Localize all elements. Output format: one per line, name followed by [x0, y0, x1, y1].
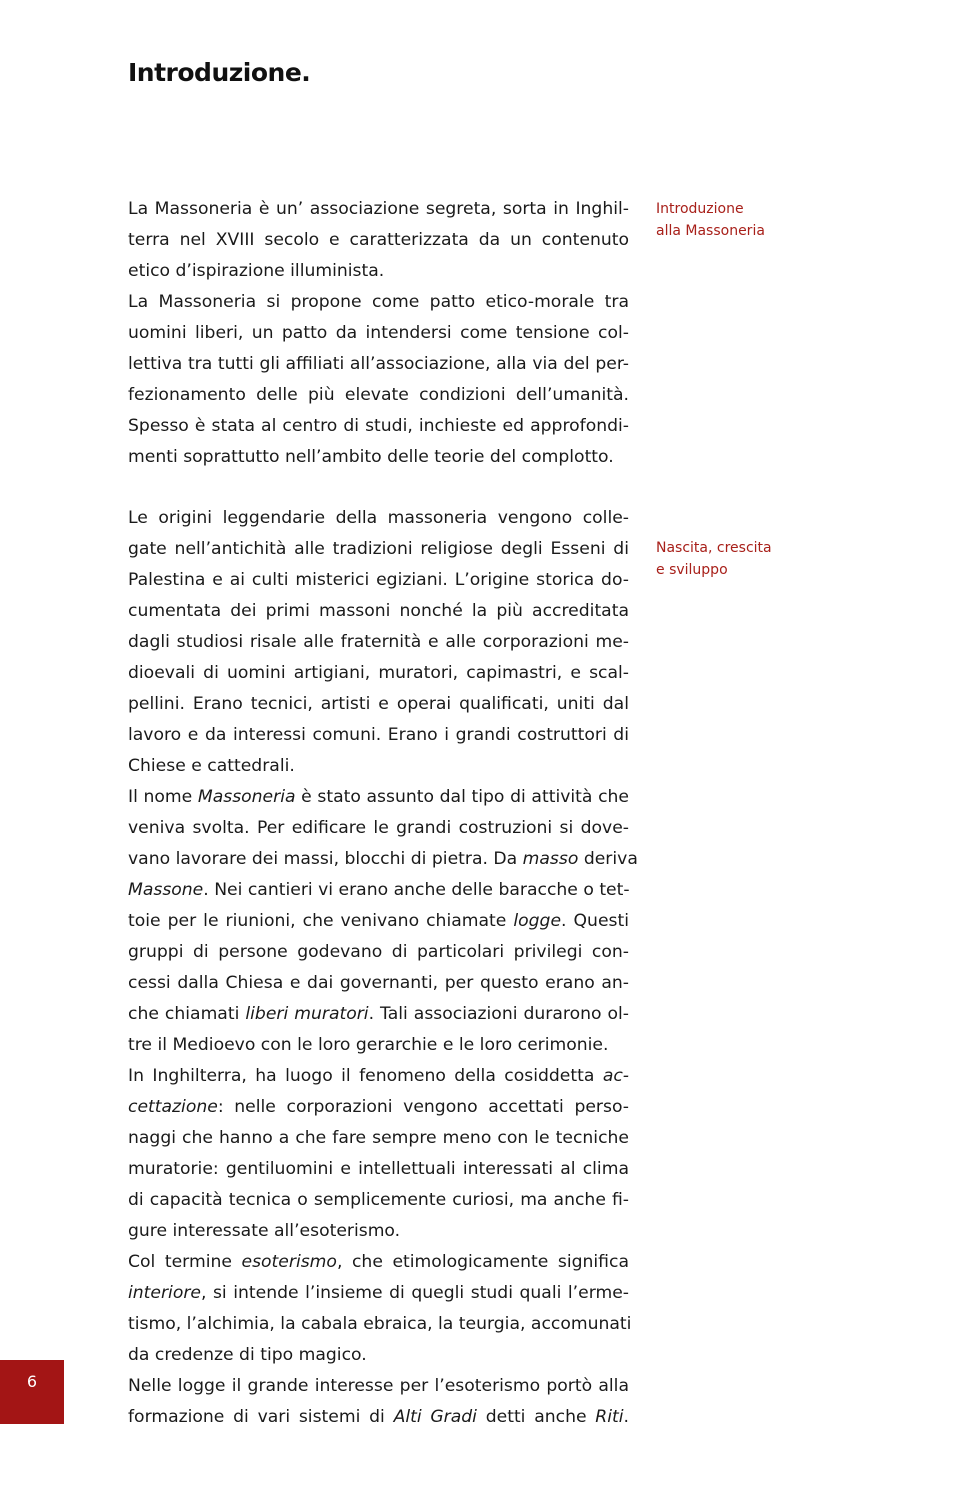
text-segment: toie per le riunioni, che venivano chiamate — [128, 911, 514, 931]
text-line — [128, 1309, 632, 1340]
section-origins-text — [128, 503, 638, 1433]
italic-term: Massoneria — [197, 787, 296, 807]
text-line — [128, 1340, 629, 1371]
text-segment: gruppi di persone godevano di particolari privilegi con- — [128, 942, 629, 962]
text-segment: , che etimologicamente significa — [336, 1252, 629, 1272]
italic-term: logge — [513, 911, 562, 931]
text-segment: gate nell’antichità alle tradizioni religiose degli Esseni di — [128, 539, 629, 559]
text-segment: In Inghilterra, ha luogo il fenomeno della cosiddetta — [128, 1066, 603, 1086]
text-line — [128, 1216, 629, 1247]
text-segment: dioevali di uomini artigiani, muratori, capimastri, e scal- — [128, 663, 629, 683]
text-segment: pellini. Erano tecnici, artisti e operai qualificati, uniti dal — [128, 694, 629, 714]
text-line: menti soprattutto nell’ambito delle teorie del complotto. — [128, 447, 614, 467]
italic-term: cettazione — [128, 1097, 218, 1117]
text-segment: gure interessate all’esoterismo. — [128, 1221, 401, 1241]
text-line — [128, 999, 629, 1030]
text-line — [128, 658, 629, 689]
text-line — [128, 1247, 629, 1278]
text-line — [128, 534, 629, 565]
margin-note-intro — [656, 198, 856, 242]
text-segment: Palestina e ai culti misterici egiziani. L’origine storica do- — [128, 570, 629, 590]
text-segment: tre il Medioevo con le loro gerarchie e le loro cerimonie. — [128, 1035, 609, 1055]
text-line — [128, 813, 629, 844]
margin-note-line: Introduzione — [656, 201, 744, 217]
italic-term: interiore — [128, 1283, 201, 1303]
text-segment: Chiese e cattedrali. — [128, 756, 295, 776]
text-line — [128, 565, 629, 596]
text-line — [128, 627, 629, 658]
italic-term: ac- — [602, 1066, 629, 1086]
text-line: La Massoneria è un’ associazione segreta, sorta in Inghil- — [128, 199, 629, 219]
text-segment: Le origini leggendarie della massoneria vengono colle- — [128, 508, 629, 528]
text-line — [128, 1371, 629, 1402]
text-line: uomini liberi, un patto da intendersi come tensione col- — [128, 323, 629, 343]
section-intro-text — [128, 194, 629, 473]
text-segment: tismo, l’alchimia, la cabala ebraica, la teurgia, accomunati — [128, 1314, 632, 1334]
text-line: etico d’ispirazione illuminista. — [128, 261, 385, 281]
text-line: fezionamento delle più elevate condizioni dell’umanità. — [128, 385, 629, 405]
italic-term: liberi muratori — [245, 1004, 369, 1024]
italic-term: esoterismo — [241, 1252, 337, 1272]
text-segment: di capacità tecnica o semplicemente curiosi, ma anche fi- — [128, 1190, 629, 1210]
text-line — [128, 720, 629, 751]
text-segment: . Tali associazioni durarono ol- — [368, 1004, 630, 1024]
text-line — [128, 1061, 629, 1092]
text-line — [128, 751, 629, 782]
text-segment: detti anche — [476, 1407, 596, 1427]
text-line — [128, 937, 629, 968]
text-line — [128, 1278, 629, 1309]
text-segment: . — [623, 1407, 629, 1427]
text-segment: cessi dalla Chiesa e dai governanti, per questo erano an- — [128, 973, 629, 993]
text-line — [128, 1030, 629, 1061]
page-title: Introduzione. — [128, 58, 311, 87]
text-segment: dagli studiosi risale alle fraternità e alle corporazioni me- — [128, 632, 629, 652]
page-number-badge — [0, 1360, 64, 1424]
text-segment: , si intende l’insieme di quegli studi quali l’erme- — [200, 1283, 629, 1303]
text-line — [128, 906, 629, 937]
text-line — [128, 875, 629, 906]
text-segment: è stato assunto dal tipo di attività che — [295, 787, 629, 807]
italic-term: Massone — [128, 880, 204, 900]
text-segment: lavoro e da interessi comuni. Erano i grandi costruttori di — [128, 725, 629, 745]
text-segment: Nelle logge il grande interesse per l’esoterismo portò alla — [128, 1376, 629, 1396]
margin-note-line: e sviluppo — [656, 562, 728, 578]
italic-term: Riti — [595, 1407, 624, 1427]
text-line — [128, 1185, 629, 1216]
text-segment: . Nei cantieri vi erano anche delle baracche o tet- — [203, 880, 630, 900]
margin-note-origins — [656, 537, 856, 581]
text-segment: muratorie: gentiluomini e intellettuali interessati al clima — [128, 1159, 629, 1179]
text-line — [128, 596, 629, 627]
text-line: Spesso è stata al centro di studi, inchieste ed approfondi- — [128, 416, 629, 436]
text-line: La Massoneria si propone come patto etico-morale tra — [128, 292, 629, 312]
text-segment: veniva svolta. Per edificare le grandi costruzioni si dove- — [128, 818, 629, 838]
text-line — [128, 503, 629, 534]
text-segment: Il nome — [128, 787, 198, 807]
text-line — [128, 689, 629, 720]
text-line — [128, 1402, 629, 1433]
margin-note-line: alla Massoneria — [656, 223, 765, 239]
text-segment: da credenze di tipo magico. — [128, 1345, 367, 1365]
page-number: 6 — [26, 1372, 38, 1391]
text-line: lettiva tra tutti gli affiliati all’associazione, alla via del per- — [128, 354, 629, 374]
italic-term: Alti Gradi — [393, 1407, 477, 1427]
text-segment: cumentata dei primi massoni nonché la più accreditata — [128, 601, 629, 621]
text-segment: : nelle corporazioni vengono accettati perso- — [217, 1097, 629, 1117]
text-line — [128, 1154, 629, 1185]
text-segment: deriva — [578, 849, 638, 869]
text-line — [128, 782, 629, 813]
text-segment: Col termine — [128, 1252, 242, 1272]
text-segment: . Questi — [561, 911, 629, 931]
text-segment: formazione di vari sistemi di — [128, 1407, 394, 1427]
text-line — [128, 1123, 629, 1154]
text-segment: naggi che hanno a che fare sempre meno con le tecniche — [128, 1128, 629, 1148]
text-segment: che chiamati — [128, 1004, 246, 1024]
italic-term: masso — [522, 849, 579, 869]
text-line: terra nel XVIII secolo e caratterizzata da un contenuto — [128, 230, 629, 250]
text-line — [128, 968, 629, 999]
text-line — [128, 1092, 629, 1123]
margin-note-line: Nascita, crescita — [656, 540, 772, 556]
text-segment: vano lavorare dei massi, blocchi di pietra. Da — [128, 849, 523, 869]
text-line — [128, 844, 638, 875]
